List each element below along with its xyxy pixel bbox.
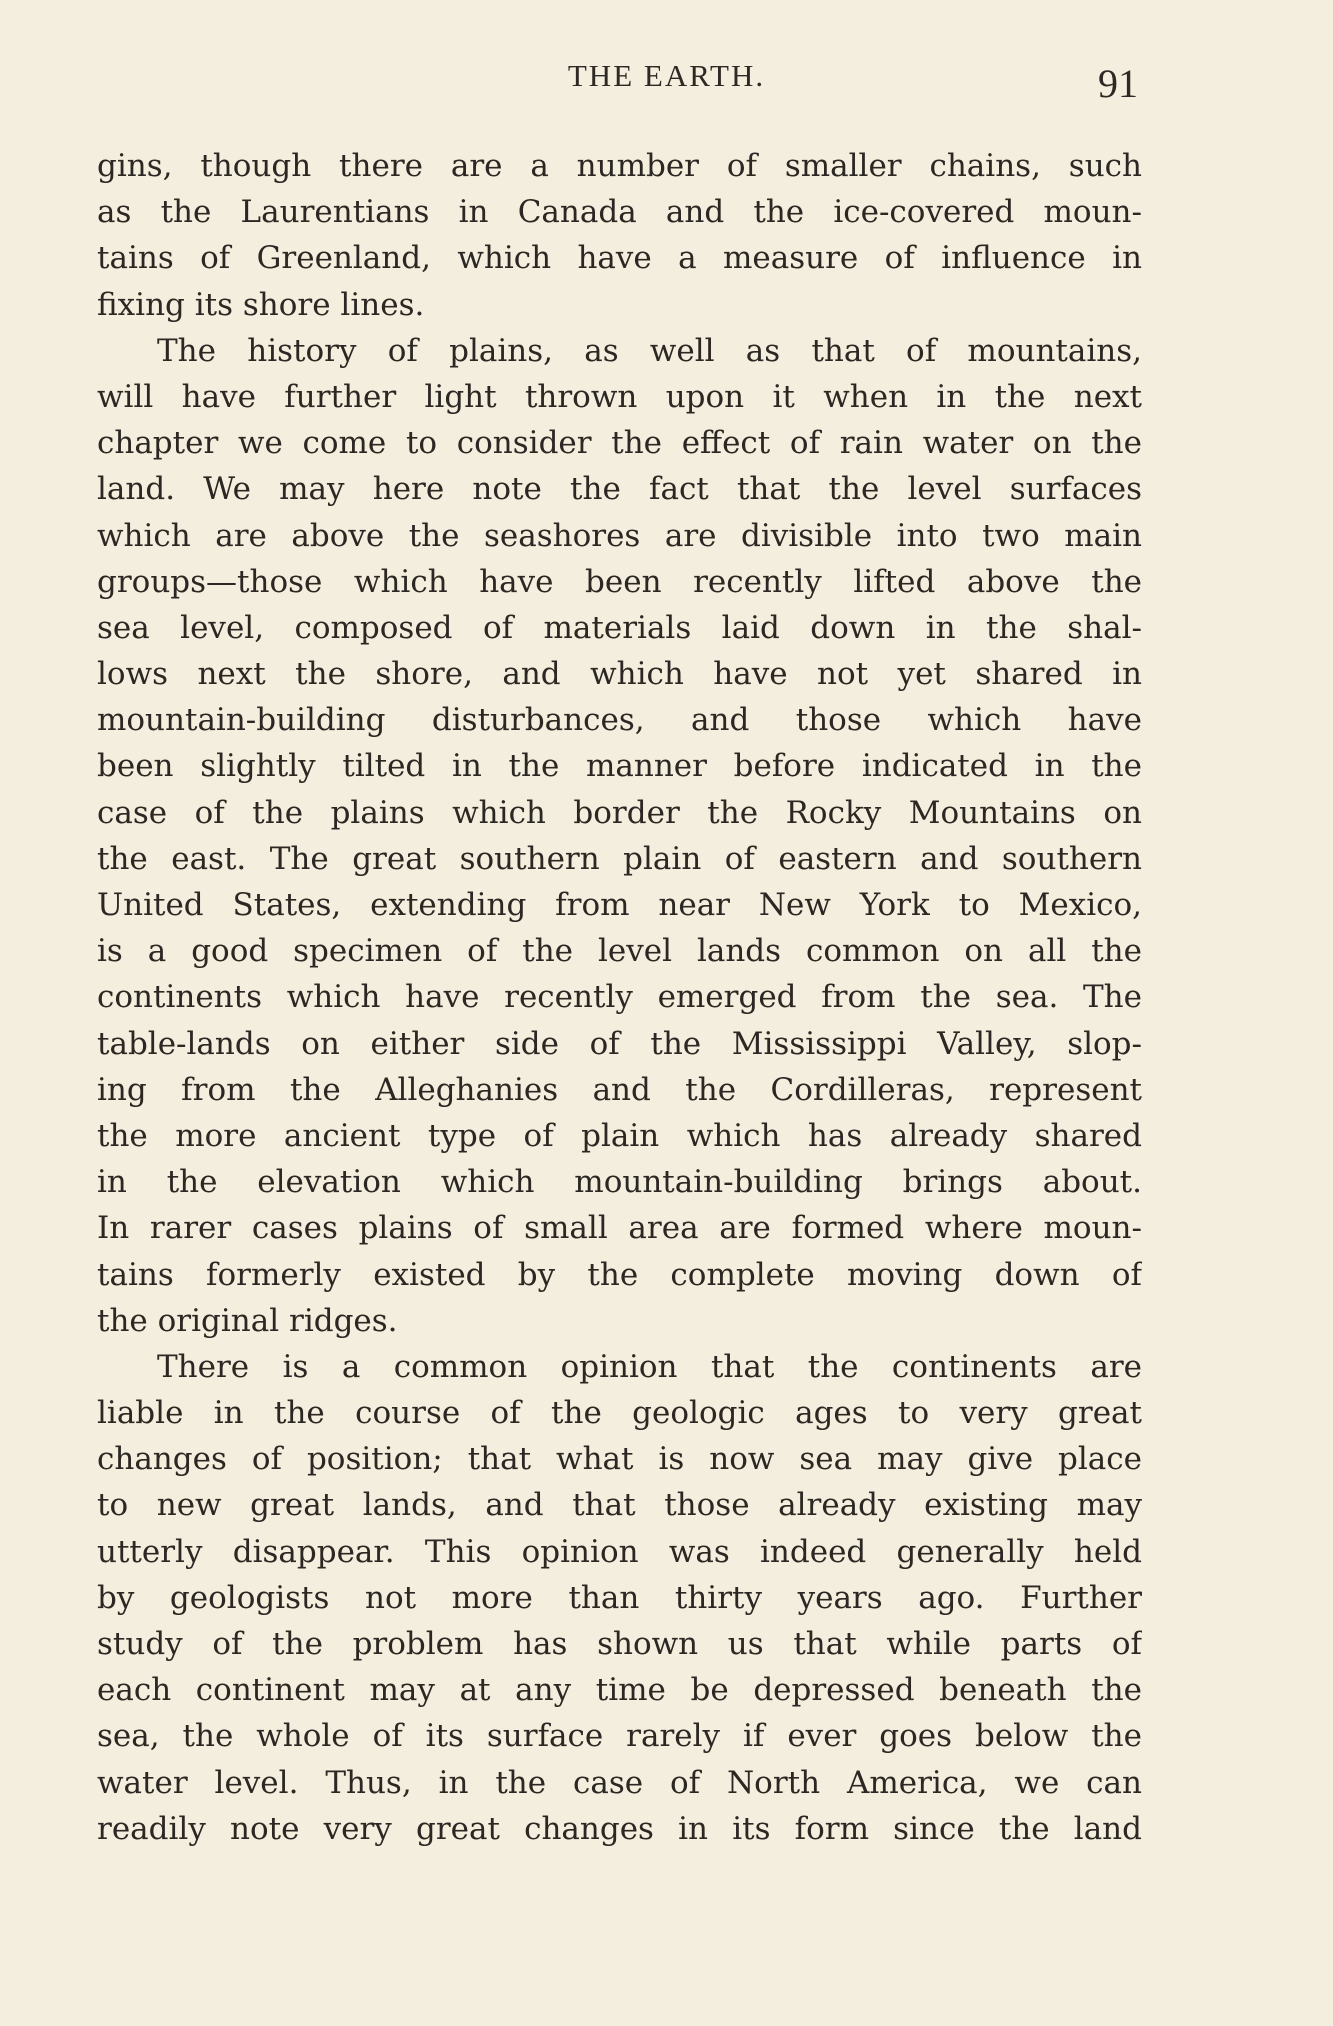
paragraph xyxy=(97,143,1142,328)
text-line: There is a common opinion that the continents are xyxy=(157,1348,1142,1385)
text-line: sea level, composed of materials laid down in the shal- xyxy=(97,609,1142,646)
text-line: lows next the shore, and which have not yet shared in xyxy=(97,656,1142,693)
text-line: In rarer cases plains of small area are formed where moun- xyxy=(97,1210,1142,1247)
text-line: to new great lands, and that those already existing may xyxy=(97,1487,1142,1524)
paragraph xyxy=(97,328,1142,1344)
text-line: continents which have recently emerged from the sea. The xyxy=(97,979,1142,1016)
text-line: as the Laurentians in Canada and the ice-covered moun- xyxy=(97,194,1142,231)
text-line: water level. Thus, in the case of North America, we can xyxy=(97,1764,1142,1801)
text-line: The history of plains, as well as that of mountains, xyxy=(157,332,1142,369)
text-line: each continent may at any time be depressed beneath the xyxy=(97,1672,1142,1709)
text-line: tains of Greenland, which have a measure of influence in xyxy=(97,240,1142,277)
text-line: the east. The great southern plain of eastern and southern xyxy=(97,840,1142,877)
text-line: is a good specimen of the level lands common on all the xyxy=(97,933,1142,970)
text-line: been slightly tilted in the manner before indicated in the xyxy=(97,748,1142,785)
text-line: ing from the Alleghanies and the Cordilleras, represent xyxy=(97,1071,1142,1108)
running-title: THE EARTH. xyxy=(567,58,766,93)
text-line: United States, extending from near New York to Mexico, xyxy=(97,887,1142,923)
text-line: tains formerly existed by the complete moving down of xyxy=(97,1256,1142,1293)
text-line: mountain-building disturbances, and those which have xyxy=(97,702,1142,739)
text-line: groups—those which have been recently lifted above the xyxy=(97,563,1142,600)
text-line: changes of position; that what is now sea may give place xyxy=(97,1441,1142,1478)
text-line: in the elevation which mountain-building brings about. xyxy=(97,1164,1142,1201)
text-line: which are above the seashores are divisible into two main xyxy=(97,517,1142,554)
text-line: readily note very great changes in its form since the land xyxy=(97,1810,1142,1847)
text-line: case of the plains which border the Rocky Mountains on xyxy=(97,794,1142,831)
text-line: chapter we come to consider the effect of rain water on the xyxy=(97,425,1142,462)
text-line: the more ancient type of plain which has already shared xyxy=(97,1117,1142,1154)
text-line: the original ridges. xyxy=(97,1302,398,1339)
text-line: liable in the course of the geologic ages to very great xyxy=(97,1395,1142,1432)
text-line: table-lands on either side of the Mississippi Valley, slop- xyxy=(97,1025,1142,1062)
text-line: sea, the whole of its surface rarely if ever goes below the xyxy=(97,1718,1142,1755)
paragraph xyxy=(97,1344,1142,1852)
text-line: gins, though there are a number of smaller chains, such xyxy=(97,148,1142,184)
text-line: by geologists not more than thirty years ago. Further xyxy=(97,1579,1142,1616)
text-line: land. We may here note the fact that the level surfaces xyxy=(97,471,1142,508)
text-line: fixing its shore lines. xyxy=(97,286,425,323)
text-line: utterly disappear. This opinion was indeed generally held xyxy=(97,1533,1142,1570)
page-number: 91 xyxy=(1098,61,1138,106)
body-text xyxy=(97,143,1142,1852)
running-head xyxy=(0,58,1333,108)
text-line: study of the problem has shown us that while parts of xyxy=(97,1626,1142,1662)
text-line: will have further light thrown upon it when in the next xyxy=(97,378,1142,415)
